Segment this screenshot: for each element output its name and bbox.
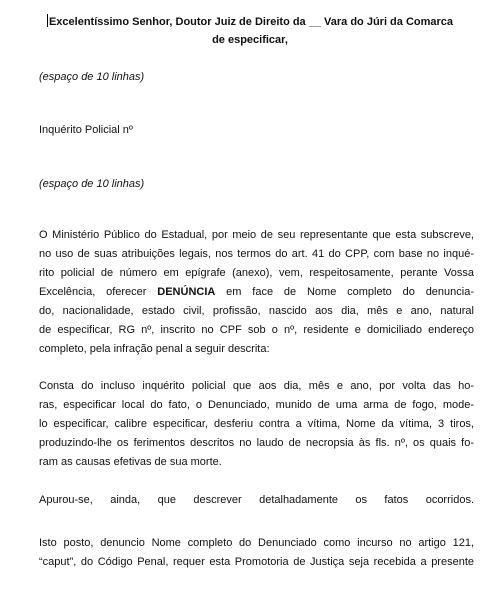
paragraph-2-line-2: ras, especificar local do fato, o Denunciado, munido de uma arma de fogo, mode- <box>39 399 474 411</box>
denuncia-keyword: DENÚNCIA <box>157 286 216 298</box>
paragraph-3: Apurou-se, ainda, que descrever detalhadamente os fatos ocorridos. <box>39 494 474 506</box>
paragraph-1-line-3: rito policial de número em epígrafe (anexo), vem, respeitosamente, perante Vossa <box>39 267 474 279</box>
paragraph-1-line-6: de especificar, RG nº, inscrito no CPF sob o nº, residente e domiciliado endereço <box>39 324 474 336</box>
paragraph-2-line-3: lo especificar, calibre especificar, desferiu contra a vítima, Nome da vítima, 3 tiros, <box>39 418 474 430</box>
paragraph-1-line-5: do, nacionalidade, estado civil, profissão, nascido aos dia, mês e ano, natural <box>39 305 474 317</box>
paragraph-1-line-4: Excelência, oferecer DENÚNCIA em face de Nome completo do denuncia- <box>39 286 475 298</box>
paragraph-1-line-1: O Ministério Público do Estadual, por meio de seu representante que esta subscreve, <box>39 229 474 241</box>
paragraph-1-line-7: completo, pela infração penal a seguir descrita: <box>39 343 270 355</box>
paragraph-4-line-2: “caput”, do Código Penal, requer esta Promotoria de Justiça seja recebida a presente <box>39 556 474 568</box>
paragraph-1-line-2: no uso de suas atribuições legais, nos termos do art. 41 do CPP, com base no inqué- <box>39 248 474 260</box>
paragraph-2-line-1: Consta do incluso inquérito policial que aos dia, mês e ano, por volta das ho- <box>39 380 474 392</box>
paragraph-2-line-4: produzindo-lhe os ferimentos descritos no laudo de necropsia às fls. nº, os quais fo- <box>39 437 474 449</box>
inquerito-label: Inquérito Policial nº <box>39 124 133 136</box>
paragraph-4-line-1: Isto posto, denuncio Nome completo do Denunciado como incurso no artigo 121, <box>39 537 474 549</box>
paragraph-2-line-5: ram as causas efetivas de sua morte. <box>39 456 222 468</box>
header-title-line-1: Excelentíssimo Senhor, Doutor Juiz de Direito da __ Vara do Júri da Comarca <box>48 16 454 28</box>
header-title-line-2: de especificar, <box>212 34 288 46</box>
text-cursor <box>47 14 48 27</box>
spacer-note-1: (espaço de 10 linhas) <box>39 71 145 83</box>
spacer-note-2: (espaço de 10 linhas) <box>39 178 145 190</box>
